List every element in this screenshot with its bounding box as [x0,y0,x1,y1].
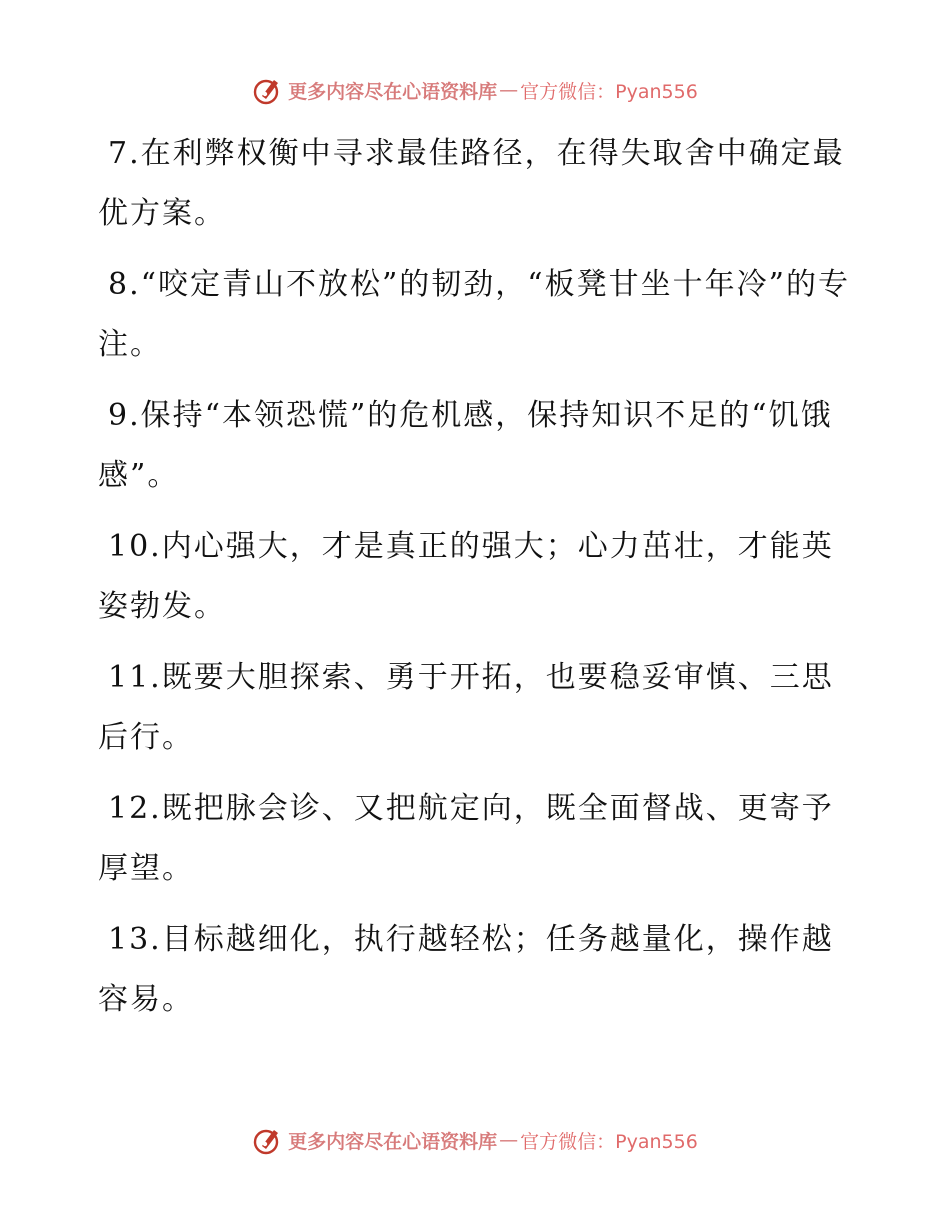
paragraph-9: 9.保持“本领恐慌”的危机感，保持知识不足的“饥饿感”。 [98,398,833,493]
paragraph-11: 11.既要大胆探索、勇于开拓，也要稳妥审慎、三思后行。 [98,660,834,755]
watermark-contact: 官方微信：Pyan556 [520,1130,698,1153]
paragraph-13: 13.目标越细化，执行越轻松；任务越量化，操作越容易。 [98,922,834,1017]
paragraph-12: 12.既把脉会诊、又把航定向，既全面督战、更寄予厚望。 [98,791,834,886]
watermark-contact: 官方微信：Pyan556 [520,80,698,103]
header-watermark [0,70,950,110]
watermark-dash: — [499,1129,519,1151]
pen-nib-logo-icon [252,74,284,106]
paragraph-8: 8.“咬定青山不放松”的韧劲，“板凳甘坐十年冷”的专注。 [98,267,850,362]
watermark-main-text: 更多内容尽在心语资料库 [288,80,498,103]
watermark-main-text: 更多内容尽在心语资料库 [288,1130,498,1153]
paragraph-7: 7.在利弊权衡中寻求最佳路径，在得失取舍中确定最优方案。 [98,136,845,231]
footer-watermark [0,1120,950,1160]
pen-nib-logo-icon [252,1124,284,1156]
paragraph-10: 10.内心强大，才是真正的强大；心力茁壮，才能英姿勃发。 [98,529,834,624]
document-body [98,124,858,1041]
watermark-dash: — [499,79,519,101]
